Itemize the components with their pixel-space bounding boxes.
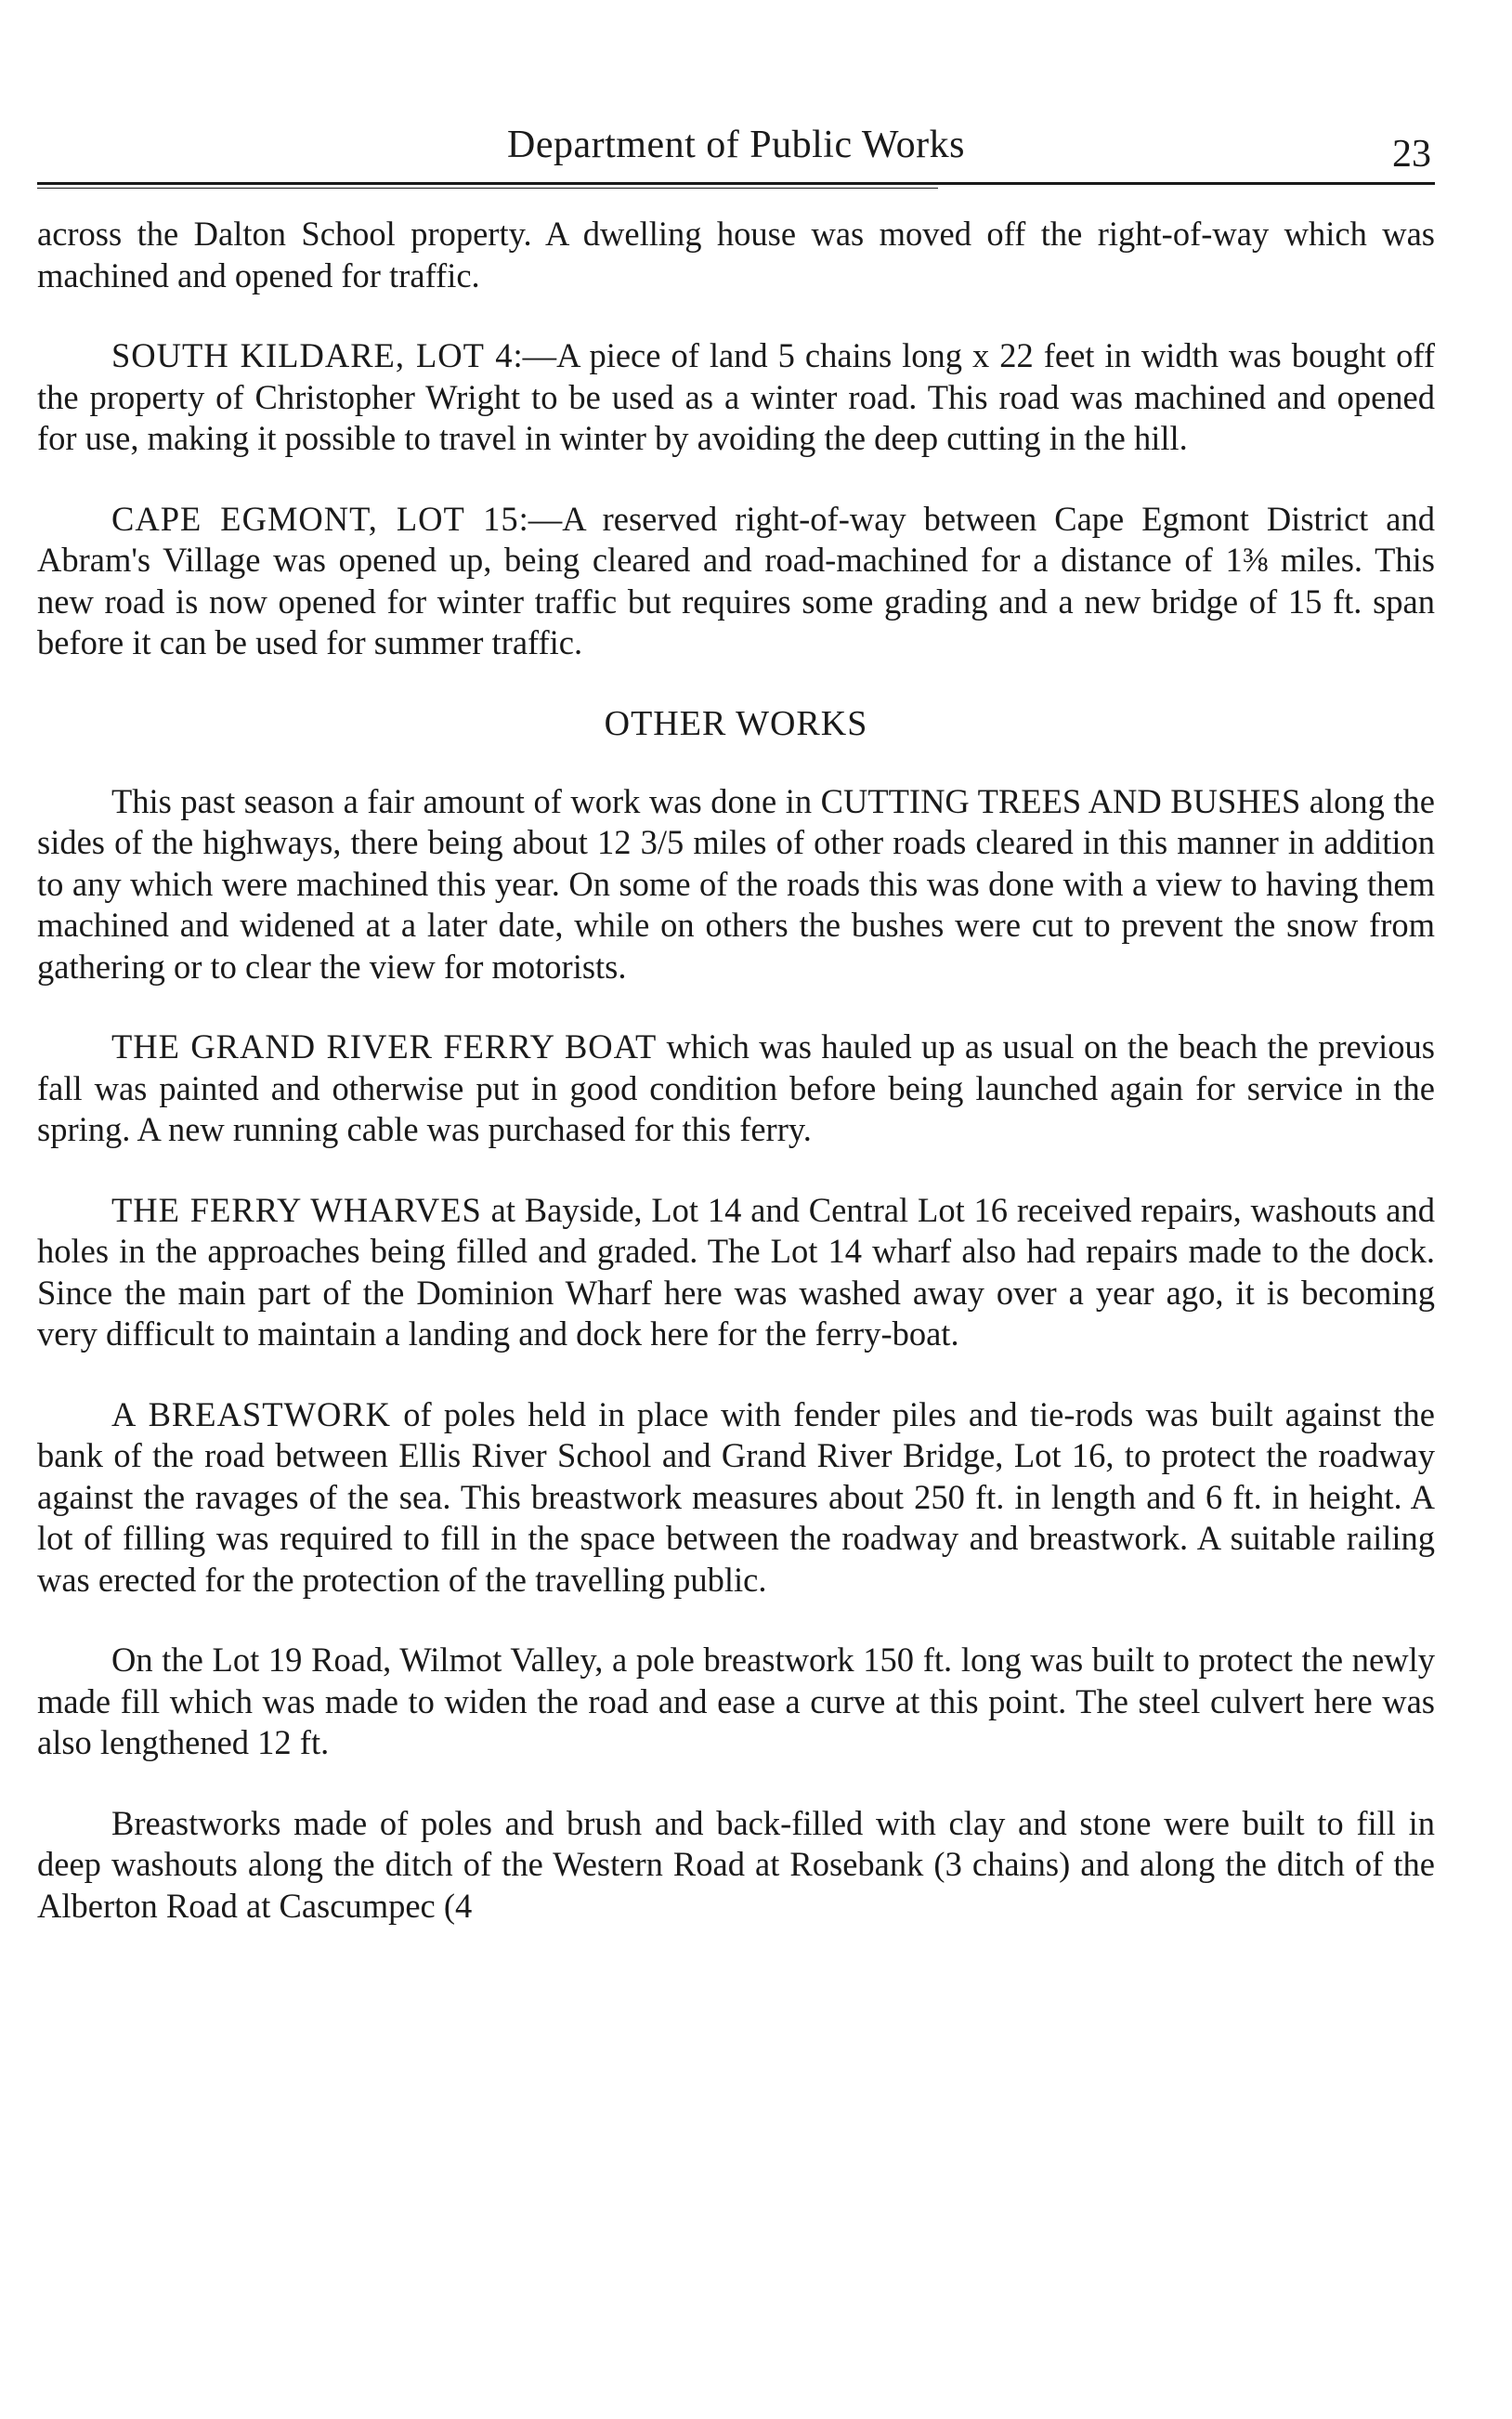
header-rule — [37, 182, 1435, 185]
paragraph-text: :—A reserved right-of-way between Cape Egmont District and Abram's Village was opened up, being cleared and road-machined for a distance of 1⅜ miles. This new road is now opened for winter traffic but requires some grading and a new bridge of 15 ft. span before it can be used for summer traffic. — [37, 499, 1436, 661]
paragraph-cutting-trees — [37, 781, 1435, 988]
paragraph-lead: SOUTH KILDARE, LOT 4 — [111, 336, 514, 374]
paragraph-ferry-wharves — [37, 1190, 1435, 1355]
section-heading: OTHER WORKS — [604, 703, 868, 743]
paragraph-text: This past season a fair amount of work was done in CUTTING TREES AND BUSHES along the sides of the highways, there being about 12 3/5 miles of other roads cleared in this manner in addition to any which were machined this year. On some of the roads this was done with a view to having them machined and widened at a later date, while on others the bushes were cut to prevent the snow from gathering or to clear the view for motorists. — [37, 781, 1435, 986]
body-text — [37, 214, 1435, 1927]
header-rule-thin — [37, 188, 938, 189]
paragraph-text: On the Lot 19 Road, Wilmot Valley, a pole breastwork 150 ft. long was built to protect the newly made fill which was made to widen the road and ease a curve at this point. The steel culvert here was also lengthened 12 ft. — [37, 1641, 1435, 1761]
paragraph-lead: CAPE EGMONT, LOT 15 — [111, 499, 519, 538]
paragraph-lead: THE FERRY WHARVES — [111, 1190, 482, 1229]
document-page — [37, 111, 1435, 1966]
paragraph-continuation — [37, 214, 1435, 296]
running-header — [37, 111, 1435, 186]
paragraph-lead: THE GRAND RIVER FERRY BOAT — [111, 1027, 658, 1066]
paragraph-text: at Bayside, Lot 14 and Central Lot 16 received repairs, washouts and holes in the approaches being filled and graded. The Lot 14 wharf also had repairs made to the dock. Since the main part of the Dominion Wharf here was washed away over a year ago, it is becoming very difficult to maintain a landing and dock here for the ferry-boat. — [37, 1190, 1435, 1353]
paragraph-breastworks-poles — [37, 1803, 1435, 1928]
paragraph-text: across the Dalton School property. A dwelling house was moved off the right-of-way which was machined and opened for traffic. — [37, 215, 1435, 294]
header-title: Department of Public Works — [507, 124, 965, 166]
paragraph-lot-19-road — [37, 1640, 1435, 1764]
paragraph-breastwork — [37, 1394, 1435, 1602]
page-number: 23 — [1392, 133, 1431, 176]
paragraph-lead: A BREASTWORK — [111, 1394, 392, 1433]
paragraph-ferry-boat — [37, 1026, 1435, 1151]
paragraph-text: of poles held in place with fender piles and tie-rods was built against the bank of the road between Ellis River School and Grand River Bridge, Lot 16, to protect the roadway against the ravages of the sea. This breastwork measures about 250 ft. in length and 6 ft. in height. A lot of filling was required to fill in the space between the roadway and breastwork. A suitable railing was erected for the protection of the travelling public. — [37, 1394, 1435, 1599]
paragraph-text: :—A piece of land 5 chains long x 22 feet in width was bought off the property of Christopher Wright to be used as a winter road. This road was machined and opened for use, making it possible to travel in winter by avoiding the deep cutting in the hill. — [37, 336, 1435, 457]
paragraph-cape-egmont — [37, 499, 1435, 664]
paragraph-south-kildare — [37, 335, 1435, 460]
paragraph-text: Breastworks made of poles and brush and back-filled with clay and stone were built to fill in deep washouts along the ditch of the Western Road at Rosebank (3 chains) and along the ditch of the Alberton Road at Cascumpec (4 — [37, 1803, 1435, 1925]
paragraph-text: which was hauled up as usual on the beach the previous fall was painted and otherwise put in good condition before being launched again for service in the spring. A new running cable was purchased for this ferry. — [37, 1027, 1435, 1148]
